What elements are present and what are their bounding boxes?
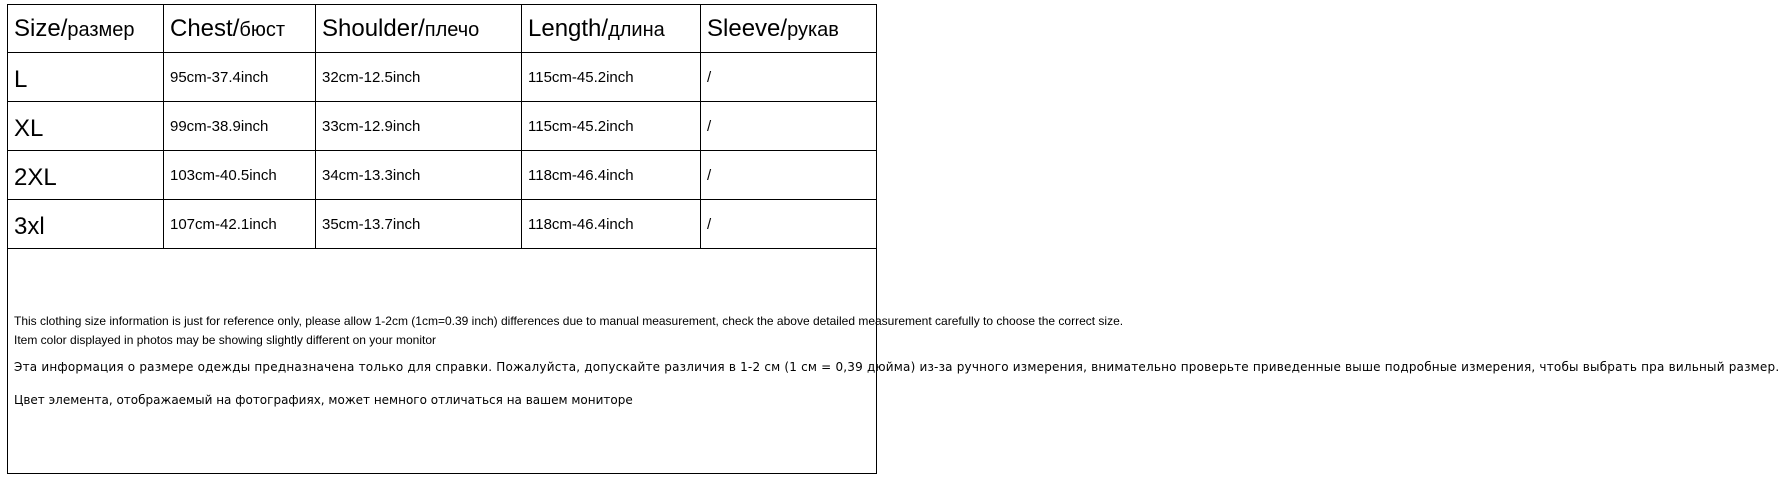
note-en-reference: This clothing size information is just for reference only, please allow 1-2cm (1cm=0.39 inch) differences due to manual measurement, check the above detailed measurement carefully to choose the correct size. xyxy=(14,314,1124,328)
sleeve-cell: / xyxy=(701,102,877,151)
length-cell: 118cm-46.4inch xyxy=(522,200,701,249)
sleeve-cell: / xyxy=(701,53,877,102)
note-ru-color: Цвет элемента, отображаемый на фотографиях, может немного отличаться на вашем мониторе xyxy=(14,393,633,407)
header-chest-ru: бюст xyxy=(239,18,285,41)
length-cell: 115cm-45.2inch xyxy=(522,102,701,151)
header-size-ru: размер xyxy=(67,18,135,41)
table-row xyxy=(8,151,877,200)
note-en-color: Item color displayed in photos may be showing slightly different on your monitor xyxy=(14,333,436,347)
header-shoulder xyxy=(316,5,522,53)
table-row xyxy=(8,200,877,249)
length-cell: 118cm-46.4inch xyxy=(522,151,701,200)
shoulder-cell: 35cm-13.7inch xyxy=(316,200,522,249)
length-cell: 115cm-45.2inch xyxy=(522,53,701,102)
header-shoulder-en: Shoulder/ xyxy=(322,14,425,42)
notes-cell xyxy=(8,249,1779,474)
sleeve-cell: / xyxy=(701,200,877,249)
header-length-ru: длина xyxy=(608,18,665,41)
notes-row xyxy=(8,249,877,474)
header-length-en: Length/ xyxy=(528,14,609,42)
header-size-en: Size/ xyxy=(14,14,68,42)
size-cell: 2XL xyxy=(8,151,164,200)
header-chest-en: Chest/ xyxy=(170,14,240,42)
chest-cell: 95cm-37.4inch xyxy=(164,53,316,102)
header-sleeve xyxy=(701,5,877,53)
header-chest xyxy=(164,5,316,53)
chest-cell: 99cm-38.9inch xyxy=(164,102,316,151)
chest-cell: 103cm-40.5inch xyxy=(164,151,316,200)
shoulder-cell: 32cm-12.5inch xyxy=(316,53,522,102)
shoulder-cell: 34cm-13.3inch xyxy=(316,151,522,200)
size-cell: 3xl xyxy=(8,200,164,249)
size-cell: XL xyxy=(8,102,164,151)
size-chart xyxy=(7,4,1779,476)
header-row xyxy=(8,5,877,53)
shoulder-cell: 33cm-12.9inch xyxy=(316,102,522,151)
header-shoulder-ru: плечо xyxy=(424,18,480,41)
note-ru-reference: Эта информация о размере одежды предназначена только для справки. Пожалуйста, допускайте различия в 1-2 см (1 см = 0,39 дюйма) из-за ручного измерения, внимательно проверьте приведенные выше подробные измерения, чтобы выбрать пра вильный размер. xyxy=(14,360,1779,374)
size-cell: L xyxy=(8,53,164,102)
table-row xyxy=(8,102,877,151)
header-size xyxy=(8,5,164,53)
table-row xyxy=(8,53,877,102)
header-sleeve-ru: рукав xyxy=(787,18,839,41)
header-length xyxy=(522,5,701,53)
size-table xyxy=(7,4,1779,474)
sleeve-cell: / xyxy=(701,151,877,200)
header-sleeve-en: Sleeve/ xyxy=(707,14,788,42)
chest-cell: 107cm-42.1inch xyxy=(164,200,316,249)
